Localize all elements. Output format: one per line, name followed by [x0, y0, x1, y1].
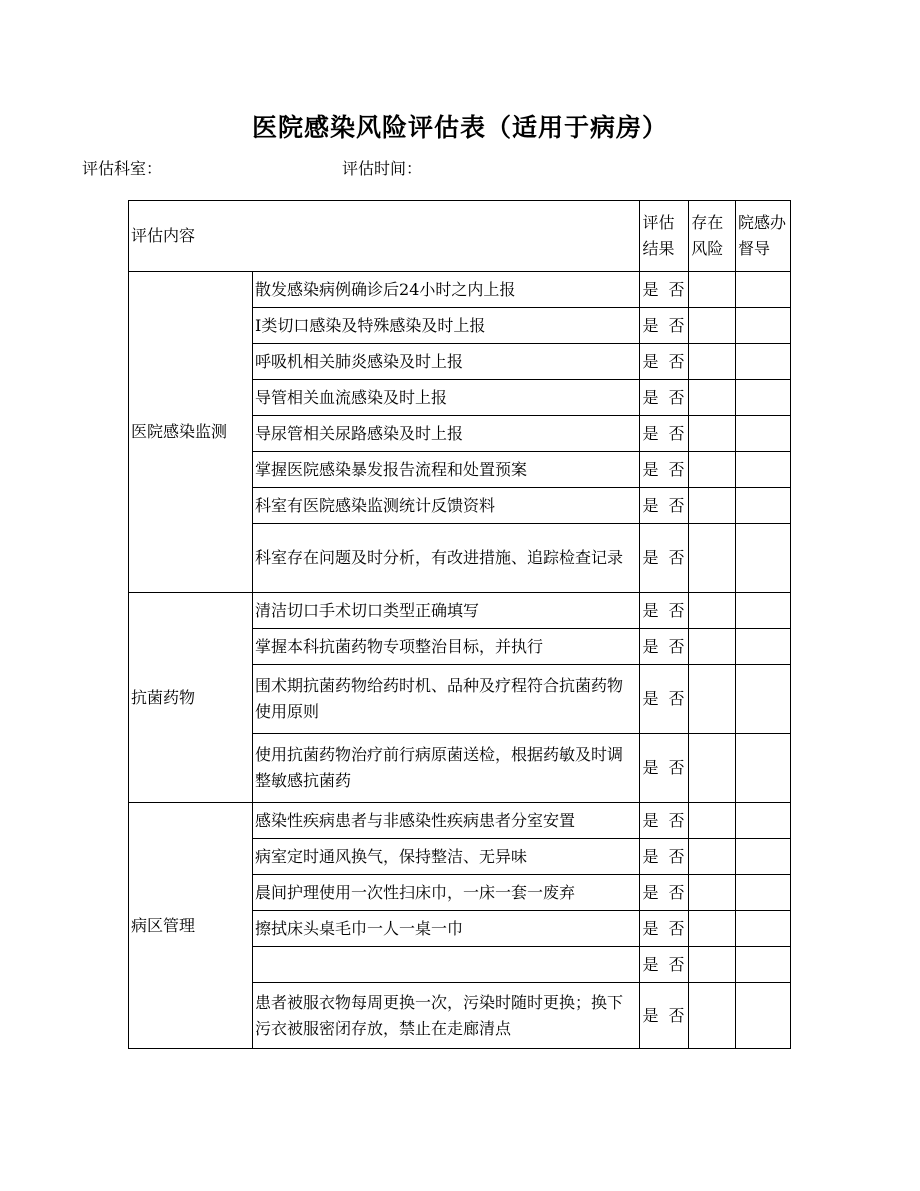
supervision-cell[interactable]	[736, 983, 791, 1049]
department-label: 评估科室：	[82, 159, 163, 178]
yes-option[interactable]: 是	[642, 810, 659, 830]
supervision-cell[interactable]	[736, 593, 791, 629]
risk-cell[interactable]	[689, 629, 736, 665]
item-text: 患者被服衣物每周更换一次，污染时随时更换；换下污衣被服密闭存放，禁止在走廊清点	[253, 983, 640, 1049]
risk-cell[interactable]	[689, 416, 736, 452]
assessment-table	[128, 200, 791, 1049]
result-cell	[640, 734, 689, 803]
risk-cell[interactable]	[689, 983, 736, 1049]
supervision-cell[interactable]	[736, 452, 791, 488]
category-ward-management: 病区管理	[129, 803, 253, 1049]
risk-cell[interactable]	[689, 488, 736, 524]
table-row	[129, 593, 791, 629]
yes-option[interactable]: 是	[642, 351, 659, 371]
table-row	[129, 803, 791, 839]
no-option[interactable]: 否	[668, 279, 685, 299]
risk-cell[interactable]	[689, 665, 736, 734]
item-text: 掌握本科抗菌药物专项整治目标，并执行	[253, 629, 640, 665]
risk-cell[interactable]	[689, 308, 736, 344]
yes-option[interactable]: 是	[642, 387, 659, 407]
item-text: 呼吸机相关肺炎感染及时上报	[253, 344, 640, 380]
risk-cell[interactable]	[689, 452, 736, 488]
supervision-cell[interactable]	[736, 665, 791, 734]
item-text: 掌握医院感染暴发报告流程和处置预案	[253, 452, 640, 488]
result-cell	[640, 416, 689, 452]
no-option[interactable]: 否	[668, 548, 685, 567]
yes-option[interactable]: 是	[642, 689, 659, 708]
item-text: 散发感染病例确诊后24小时之内上报	[253, 272, 640, 308]
no-option[interactable]: 否	[668, 758, 685, 777]
item-text	[253, 947, 640, 983]
item-text: 晨间护理使用一次性扫床巾，一床一套一废弃	[253, 875, 640, 911]
supervision-cell[interactable]	[736, 524, 791, 593]
result-cell	[640, 803, 689, 839]
risk-cell[interactable]	[689, 947, 736, 983]
yes-option[interactable]: 是	[642, 918, 659, 938]
supervision-cell[interactable]	[736, 875, 791, 911]
supervision-cell[interactable]	[736, 803, 791, 839]
header-risk: 存在风险	[689, 201, 736, 272]
supervision-cell[interactable]	[736, 911, 791, 947]
no-option[interactable]: 否	[668, 882, 685, 902]
risk-cell[interactable]	[689, 272, 736, 308]
table-row	[129, 272, 791, 308]
yes-option[interactable]: 是	[642, 315, 659, 335]
item-text: 科室存在问题及时分析，有改进措施、追踪检查记录	[253, 524, 640, 593]
item-text: 导管相关血流感染及时上报	[253, 380, 640, 416]
result-cell	[640, 344, 689, 380]
risk-cell[interactable]	[689, 803, 736, 839]
no-option[interactable]: 否	[668, 846, 685, 866]
item-text: 病室定时通风换气，保持整洁、无异味	[253, 839, 640, 875]
no-option[interactable]: 否	[668, 1005, 685, 1025]
no-option[interactable]: 否	[668, 315, 685, 335]
yes-option[interactable]: 是	[642, 600, 659, 620]
result-cell	[640, 380, 689, 416]
item-text: 围术期抗菌药物给药时机、品种及疗程符合抗菌药物使用原则	[253, 665, 640, 734]
risk-cell[interactable]	[689, 839, 736, 875]
result-cell	[640, 488, 689, 524]
item-text: 使用抗菌药物治疗前行病原菌送检，根据药敏及时调整敏感抗菌药	[253, 734, 640, 803]
result-cell	[640, 875, 689, 911]
result-cell	[640, 911, 689, 947]
result-cell	[640, 593, 689, 629]
risk-cell[interactable]	[689, 593, 736, 629]
supervision-cell[interactable]	[736, 629, 791, 665]
category-infection-monitoring: 医院感染监测	[129, 272, 253, 593]
yes-option[interactable]: 是	[642, 846, 659, 866]
assessment-time-label: 评估时间：	[342, 159, 423, 178]
result-cell	[640, 947, 689, 983]
yes-option[interactable]: 是	[642, 882, 659, 902]
yes-option[interactable]: 是	[642, 495, 659, 515]
item-text: I类切口感染及特殊感染及时上报	[253, 308, 640, 344]
no-option[interactable]: 否	[668, 918, 685, 938]
supervision-cell[interactable]	[736, 947, 791, 983]
no-option[interactable]: 否	[668, 689, 685, 708]
table-header-row	[129, 201, 791, 272]
risk-cell[interactable]	[689, 911, 736, 947]
no-option[interactable]: 否	[668, 954, 685, 974]
result-cell	[640, 983, 689, 1049]
result-cell	[640, 272, 689, 308]
yes-option[interactable]: 是	[642, 548, 659, 567]
item-text: 科室有医院感染监测统计反馈资料	[253, 488, 640, 524]
supervision-cell[interactable]	[736, 416, 791, 452]
no-option[interactable]: 否	[668, 810, 685, 830]
no-option[interactable]: 否	[668, 600, 685, 620]
risk-cell[interactable]	[689, 524, 736, 593]
yes-option[interactable]: 是	[642, 423, 659, 443]
supervision-cell[interactable]	[736, 734, 791, 803]
yes-option[interactable]: 是	[642, 636, 659, 656]
yes-option[interactable]: 是	[642, 758, 659, 777]
no-option[interactable]: 否	[668, 636, 685, 656]
result-cell	[640, 629, 689, 665]
result-cell	[640, 665, 689, 734]
yes-option[interactable]: 是	[642, 1005, 659, 1025]
item-text: 擦拭床头桌毛巾一人一桌一巾	[253, 911, 640, 947]
risk-cell[interactable]	[689, 380, 736, 416]
supervision-cell[interactable]	[736, 488, 791, 524]
supervision-cell[interactable]	[736, 380, 791, 416]
header-supervision: 院感办督导	[736, 201, 791, 272]
result-cell	[640, 524, 689, 593]
item-text: 导尿管相关尿路感染及时上报	[253, 416, 640, 452]
risk-cell[interactable]	[689, 875, 736, 911]
supervision-cell[interactable]	[736, 272, 791, 308]
yes-option[interactable]: 是	[642, 954, 659, 974]
header-result: 评估结果	[640, 201, 689, 272]
yes-option[interactable]: 是	[642, 459, 659, 479]
no-option[interactable]: 否	[668, 423, 685, 443]
category-antibacterial-drugs: 抗菌药物	[129, 593, 253, 803]
supervision-cell[interactable]	[736, 344, 791, 380]
supervision-cell[interactable]	[736, 839, 791, 875]
no-option[interactable]: 否	[668, 495, 685, 515]
risk-cell[interactable]	[689, 344, 736, 380]
item-text: 感染性疾病患者与非感染性疾病患者分室安置	[253, 803, 640, 839]
no-option[interactable]: 否	[668, 387, 685, 407]
result-cell	[640, 308, 689, 344]
header-content: 评估内容	[129, 201, 640, 272]
result-cell	[640, 839, 689, 875]
supervision-cell[interactable]	[736, 308, 791, 344]
item-text: 清洁切口手术切口类型正确填写	[253, 593, 640, 629]
page-title: 医院感染风险评估表（适用于病房）	[251, 113, 668, 142]
result-cell	[640, 452, 689, 488]
risk-cell[interactable]	[689, 734, 736, 803]
no-option[interactable]: 否	[668, 459, 685, 479]
no-option[interactable]: 否	[668, 351, 685, 371]
yes-option[interactable]: 是	[642, 279, 659, 299]
